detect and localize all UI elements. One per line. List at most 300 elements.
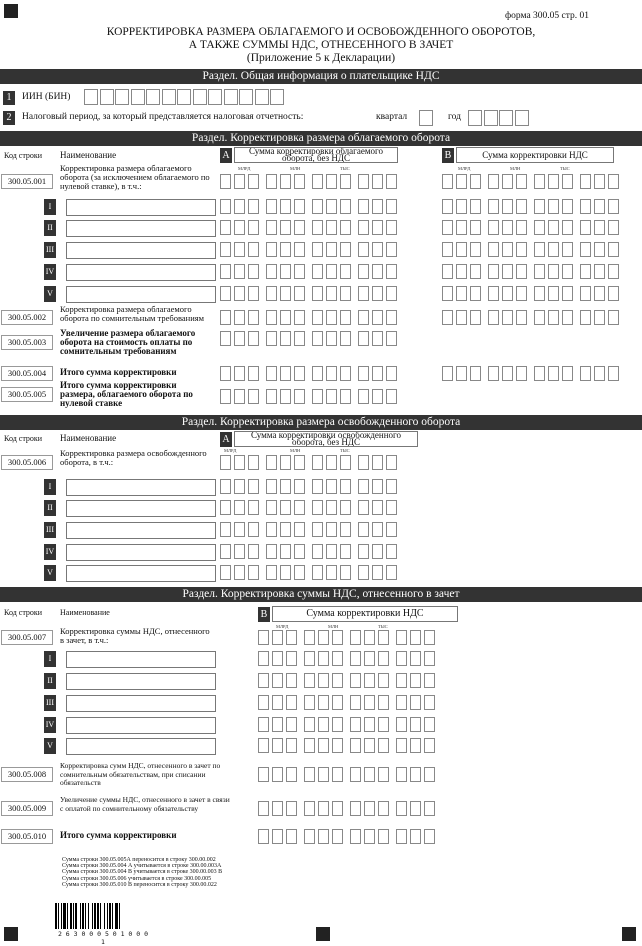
amount-digit-cell[interactable] [248,286,259,301]
amount-digit-cell[interactable] [548,366,559,381]
amount-digit-cell[interactable] [258,651,269,666]
amount-digit-cell[interactable] [340,310,351,325]
amount-digit-cell[interactable] [294,286,305,301]
amount-digit-cell[interactable] [594,286,605,301]
amount-digit-cell[interactable] [280,199,291,214]
amount-digit-cell[interactable] [234,286,245,301]
amount-digit-cell[interactable] [220,264,231,279]
amount-digit-cell[interactable] [470,174,481,189]
amount-digit-cell[interactable] [326,264,337,279]
amount-digit-cell[interactable] [332,738,343,753]
amount-digit-cell[interactable] [502,199,513,214]
amount-digit-cell[interactable] [280,310,291,325]
amount-digit-cell[interactable] [562,220,573,235]
amount-digit-cell[interactable] [234,174,245,189]
amount-digit-cell[interactable] [286,738,297,753]
amount-digit-cell[interactable] [304,738,315,753]
amount-digit-cell[interactable] [294,199,305,214]
amount-digit-cell[interactable] [594,174,605,189]
amount-digit-cell[interactable] [266,389,277,404]
vat-line-4[interactable] [66,717,216,734]
amount-digit-cell[interactable] [594,310,605,325]
amount-digit-cell[interactable] [358,199,369,214]
amount-digit-cell[interactable] [580,242,591,257]
amount-digit-cell[interactable] [294,174,305,189]
amount-digit-cell[interactable] [272,829,283,844]
amount-digit-cell[interactable] [280,264,291,279]
amount-digit-cell[interactable] [248,389,259,404]
exempt-line-5[interactable] [66,565,216,582]
amount-digit-cell[interactable] [312,455,323,470]
amount-digit-cell[interactable] [326,522,337,537]
iin-digit-box-6[interactable] [162,89,176,105]
iin-digit-box-4[interactable] [131,89,145,105]
amount-digit-cell[interactable] [234,522,245,537]
amount-digit-cell[interactable] [318,630,329,645]
amount-digit-cell[interactable] [258,767,269,782]
amount-digit-cell[interactable] [266,174,277,189]
amount-digit-cell[interactable] [340,389,351,404]
amount-digit-cell[interactable] [220,389,231,404]
amount-digit-cell[interactable] [534,242,545,257]
iin-digit-box-7[interactable] [177,89,191,105]
amount-digit-cell[interactable] [562,174,573,189]
amount-digit-cell[interactable] [312,286,323,301]
amount-digit-cell[interactable] [470,264,481,279]
iin-digit-box-3[interactable] [115,89,129,105]
amount-digit-cell[interactable] [442,199,453,214]
amount-digit-cell[interactable] [372,220,383,235]
amount-digit-cell[interactable] [234,220,245,235]
vat-line-1[interactable] [66,651,216,668]
amount-digit-cell[interactable] [294,310,305,325]
amount-digit-cell[interactable] [326,500,337,515]
amount-digit-cell[interactable] [248,264,259,279]
amount-digit-cell[interactable] [372,331,383,346]
amount-digit-cell[interactable] [304,673,315,688]
amount-digit-cell[interactable] [442,264,453,279]
amount-digit-cell[interactable] [294,366,305,381]
amount-digit-cell[interactable] [562,242,573,257]
amount-digit-cell[interactable] [340,500,351,515]
amount-digit-cell[interactable] [372,286,383,301]
amount-digit-cell[interactable] [548,242,559,257]
amount-digit-cell[interactable] [470,220,481,235]
amount-digit-cell[interactable] [442,366,453,381]
amount-digit-cell[interactable] [364,630,375,645]
amount-digit-cell[interactable] [294,522,305,537]
amount-digit-cell[interactable] [272,767,283,782]
taxable-line-2[interactable] [66,220,216,237]
amount-digit-cell[interactable] [312,242,323,257]
amount-digit-cell[interactable] [350,630,361,645]
amount-digit-cell[interactable] [580,366,591,381]
amount-digit-cell[interactable] [304,801,315,816]
amount-digit-cell[interactable] [248,331,259,346]
amount-digit-cell[interactable] [488,366,499,381]
amount-digit-cell[interactable] [248,522,259,537]
amount-digit-cell[interactable] [456,286,467,301]
amount-digit-cell[interactable] [488,264,499,279]
amount-digit-cell[interactable] [442,310,453,325]
amount-digit-cell[interactable] [396,695,407,710]
amount-digit-cell[interactable] [326,455,337,470]
amount-digit-cell[interactable] [332,695,343,710]
amount-digit-cell[interactable] [562,286,573,301]
amount-digit-cell[interactable] [424,695,435,710]
amount-digit-cell[interactable] [488,242,499,257]
amount-digit-cell[interactable] [608,310,619,325]
amount-digit-cell[interactable] [272,651,283,666]
amount-digit-cell[interactable] [248,565,259,580]
amount-digit-cell[interactable] [326,366,337,381]
amount-digit-cell[interactable] [456,264,467,279]
amount-digit-cell[interactable] [358,174,369,189]
amount-digit-cell[interactable] [358,455,369,470]
amount-digit-cell[interactable] [248,310,259,325]
amount-digit-cell[interactable] [280,220,291,235]
amount-digit-cell[interactable] [220,199,231,214]
amount-digit-cell[interactable] [386,286,397,301]
amount-digit-cell[interactable] [562,366,573,381]
amount-digit-cell[interactable] [258,673,269,688]
amount-digit-cell[interactable] [266,522,277,537]
amount-digit-cell[interactable] [358,310,369,325]
amount-digit-cell[interactable] [248,455,259,470]
amount-digit-cell[interactable] [358,264,369,279]
amount-digit-cell[interactable] [410,767,421,782]
amount-digit-cell[interactable] [358,479,369,494]
amount-digit-cell[interactable] [386,331,397,346]
amount-digit-cell[interactable] [424,630,435,645]
amount-digit-cell[interactable] [350,801,361,816]
amount-digit-cell[interactable] [294,455,305,470]
iin-digit-box-8[interactable] [193,89,207,105]
amount-digit-cell[interactable] [220,455,231,470]
amount-digit-cell[interactable] [372,242,383,257]
amount-digit-cell[interactable] [332,717,343,732]
amount-digit-cell[interactable] [304,651,315,666]
amount-digit-cell[interactable] [266,455,277,470]
amount-digit-cell[interactable] [326,286,337,301]
amount-digit-cell[interactable] [286,673,297,688]
amount-digit-cell[interactable] [594,199,605,214]
amount-digit-cell[interactable] [516,199,527,214]
amount-digit-cell[interactable] [312,389,323,404]
amount-digit-cell[interactable] [220,366,231,381]
amount-digit-cell[interactable] [378,695,389,710]
amount-digit-cell[interactable] [304,767,315,782]
amount-digit-cell[interactable] [220,220,231,235]
taxable-line-4[interactable] [66,264,216,281]
amount-digit-cell[interactable] [386,544,397,559]
amount-digit-cell[interactable] [534,286,545,301]
amount-digit-cell[interactable] [266,500,277,515]
amount-digit-cell[interactable] [326,389,337,404]
amount-digit-cell[interactable] [396,651,407,666]
amount-digit-cell[interactable] [410,630,421,645]
amount-digit-cell[interactable] [378,717,389,732]
amount-digit-cell[interactable] [350,673,361,688]
amount-digit-cell[interactable] [280,565,291,580]
amount-digit-cell[interactable] [280,242,291,257]
amount-digit-cell[interactable] [364,673,375,688]
amount-digit-cell[interactable] [372,389,383,404]
amount-digit-cell[interactable] [266,331,277,346]
amount-digit-cell[interactable] [350,738,361,753]
amount-digit-cell[interactable] [326,565,337,580]
amount-digit-cell[interactable] [442,286,453,301]
iin-digit-box-11[interactable] [239,89,253,105]
vat-line-3[interactable] [66,695,216,712]
amount-digit-cell[interactable] [516,264,527,279]
amount-digit-cell[interactable] [340,455,351,470]
amount-digit-cell[interactable] [340,366,351,381]
amount-digit-cell[interactable] [372,544,383,559]
amount-digit-cell[interactable] [424,717,435,732]
amount-digit-cell[interactable] [470,286,481,301]
amount-digit-cell[interactable] [410,695,421,710]
amount-digit-cell[interactable] [594,242,605,257]
amount-digit-cell[interactable] [220,286,231,301]
amount-digit-cell[interactable] [234,242,245,257]
amount-digit-cell[interactable] [358,544,369,559]
amount-digit-cell[interactable] [286,717,297,732]
amount-digit-cell[interactable] [280,500,291,515]
amount-digit-cell[interactable] [294,544,305,559]
amount-digit-cell[interactable] [410,738,421,753]
amount-digit-cell[interactable] [220,331,231,346]
exempt-line-4[interactable] [66,544,216,561]
amount-digit-cell[interactable] [248,220,259,235]
amount-digit-cell[interactable] [396,767,407,782]
amount-digit-cell[interactable] [294,500,305,515]
amount-digit-cell[interactable] [312,366,323,381]
amount-digit-cell[interactable] [488,199,499,214]
amount-digit-cell[interactable] [386,174,397,189]
amount-digit-cell[interactable] [358,389,369,404]
amount-digit-cell[interactable] [312,220,323,235]
amount-digit-cell[interactable] [248,366,259,381]
iin-digit-box-2[interactable] [100,89,114,105]
amount-digit-cell[interactable] [410,829,421,844]
amount-digit-cell[interactable] [470,310,481,325]
amount-digit-cell[interactable] [608,366,619,381]
amount-digit-cell[interactable] [332,801,343,816]
amount-digit-cell[interactable] [358,522,369,537]
amount-digit-cell[interactable] [258,738,269,753]
amount-digit-cell[interactable] [318,801,329,816]
amount-digit-cell[interactable] [594,366,605,381]
amount-digit-cell[interactable] [294,220,305,235]
amount-digit-cell[interactable] [534,199,545,214]
amount-digit-cell[interactable] [266,366,277,381]
amount-digit-cell[interactable] [312,522,323,537]
amount-digit-cell[interactable] [548,310,559,325]
amount-digit-cell[interactable] [326,199,337,214]
amount-digit-cell[interactable] [248,242,259,257]
amount-digit-cell[interactable] [350,651,361,666]
amount-digit-cell[interactable] [280,389,291,404]
amount-digit-cell[interactable] [608,286,619,301]
amount-digit-cell[interactable] [548,199,559,214]
amount-digit-cell[interactable] [364,738,375,753]
amount-digit-cell[interactable] [580,310,591,325]
amount-digit-cell[interactable] [312,565,323,580]
amount-digit-cell[interactable] [502,220,513,235]
amount-digit-cell[interactable] [456,242,467,257]
amount-digit-cell[interactable] [488,220,499,235]
amount-digit-cell[interactable] [396,673,407,688]
amount-digit-cell[interactable] [286,651,297,666]
amount-digit-cell[interactable] [386,264,397,279]
amount-digit-cell[interactable] [266,264,277,279]
amount-digit-cell[interactable] [340,331,351,346]
exempt-line-3[interactable] [66,522,216,539]
amount-digit-cell[interactable] [470,242,481,257]
amount-digit-cell[interactable] [424,829,435,844]
year-digit-box-3[interactable] [499,110,513,126]
amount-digit-cell[interactable] [294,242,305,257]
amount-digit-cell[interactable] [294,389,305,404]
amount-digit-cell[interactable] [608,264,619,279]
amount-digit-cell[interactable] [580,220,591,235]
amount-digit-cell[interactable] [280,366,291,381]
amount-digit-cell[interactable] [280,286,291,301]
amount-digit-cell[interactable] [608,199,619,214]
amount-digit-cell[interactable] [396,801,407,816]
taxable-line-1[interactable] [66,199,216,216]
taxable-line-3[interactable] [66,242,216,259]
amount-digit-cell[interactable] [294,264,305,279]
amount-digit-cell[interactable] [534,220,545,235]
amount-digit-cell[interactable] [442,220,453,235]
year-digit-box-4[interactable] [515,110,529,126]
year-digit-box-2[interactable] [484,110,498,126]
iin-digit-box-9[interactable] [208,89,222,105]
amount-digit-cell[interactable] [304,630,315,645]
amount-digit-cell[interactable] [396,717,407,732]
amount-digit-cell[interactable] [410,673,421,688]
amount-digit-cell[interactable] [312,174,323,189]
amount-digit-cell[interactable] [280,331,291,346]
amount-digit-cell[interactable] [364,695,375,710]
amount-digit-cell[interactable] [220,565,231,580]
iin-digit-box-1[interactable] [84,89,98,105]
amount-digit-cell[interactable] [248,500,259,515]
amount-digit-cell[interactable] [350,767,361,782]
amount-digit-cell[interactable] [220,522,231,537]
amount-digit-cell[interactable] [312,331,323,346]
amount-digit-cell[interactable] [248,199,259,214]
amount-digit-cell[interactable] [340,264,351,279]
year-digit-box-1[interactable] [468,110,482,126]
amount-digit-cell[interactable] [286,801,297,816]
amount-digit-cell[interactable] [378,673,389,688]
amount-digit-cell[interactable] [326,242,337,257]
amount-digit-cell[interactable] [258,829,269,844]
amount-digit-cell[interactable] [372,455,383,470]
amount-digit-cell[interactable] [340,286,351,301]
amount-digit-cell[interactable] [372,310,383,325]
amount-digit-cell[interactable] [340,199,351,214]
iin-digit-box-12[interactable] [255,89,269,105]
amount-digit-cell[interactable] [332,767,343,782]
amount-digit-cell[interactable] [266,310,277,325]
amount-digit-cell[interactable] [516,366,527,381]
amount-digit-cell[interactable] [312,310,323,325]
amount-digit-cell[interactable] [488,286,499,301]
vat-line-2[interactable] [66,673,216,690]
amount-digit-cell[interactable] [318,738,329,753]
amount-digit-cell[interactable] [326,544,337,559]
amount-digit-cell[interactable] [424,651,435,666]
amount-digit-cell[interactable] [364,801,375,816]
amount-digit-cell[interactable] [534,310,545,325]
amount-digit-cell[interactable] [286,767,297,782]
amount-digit-cell[interactable] [266,242,277,257]
amount-digit-cell[interactable] [220,500,231,515]
amount-digit-cell[interactable] [456,199,467,214]
iin-digit-box-5[interactable] [146,89,160,105]
amount-digit-cell[interactable] [372,199,383,214]
amount-digit-cell[interactable] [502,310,513,325]
amount-digit-cell[interactable] [364,651,375,666]
amount-digit-cell[interactable] [534,366,545,381]
amount-digit-cell[interactable] [378,801,389,816]
amount-digit-cell[interactable] [340,544,351,559]
amount-digit-cell[interactable] [608,242,619,257]
amount-digit-cell[interactable] [548,174,559,189]
iin-digit-box-13[interactable] [270,89,284,105]
amount-digit-cell[interactable] [340,220,351,235]
amount-digit-cell[interactable] [332,673,343,688]
amount-digit-cell[interactable] [234,310,245,325]
amount-digit-cell[interactable] [548,264,559,279]
amount-digit-cell[interactable] [220,242,231,257]
amount-digit-cell[interactable] [488,174,499,189]
amount-digit-cell[interactable] [272,801,283,816]
amount-digit-cell[interactable] [318,673,329,688]
amount-digit-cell[interactable] [318,651,329,666]
amount-digit-cell[interactable] [386,199,397,214]
amount-digit-cell[interactable] [332,630,343,645]
amount-digit-cell[interactable] [340,242,351,257]
amount-digit-cell[interactable] [372,479,383,494]
amount-digit-cell[interactable] [386,455,397,470]
amount-digit-cell[interactable] [608,220,619,235]
amount-digit-cell[interactable] [516,242,527,257]
amount-digit-cell[interactable] [340,565,351,580]
amount-digit-cell[interactable] [410,717,421,732]
amount-digit-cell[interactable] [318,829,329,844]
amount-digit-cell[interactable] [234,366,245,381]
amount-digit-cell[interactable] [350,695,361,710]
amount-digit-cell[interactable] [516,310,527,325]
amount-digit-cell[interactable] [266,479,277,494]
amount-digit-cell[interactable] [442,174,453,189]
amount-digit-cell[interactable] [286,630,297,645]
amount-digit-cell[interactable] [234,565,245,580]
amount-digit-cell[interactable] [258,630,269,645]
amount-digit-cell[interactable] [294,565,305,580]
amount-digit-cell[interactable] [488,310,499,325]
taxable-line-5[interactable] [66,286,216,303]
amount-digit-cell[interactable] [396,738,407,753]
amount-digit-cell[interactable] [386,220,397,235]
amount-digit-cell[interactable] [350,829,361,844]
amount-digit-cell[interactable] [502,264,513,279]
